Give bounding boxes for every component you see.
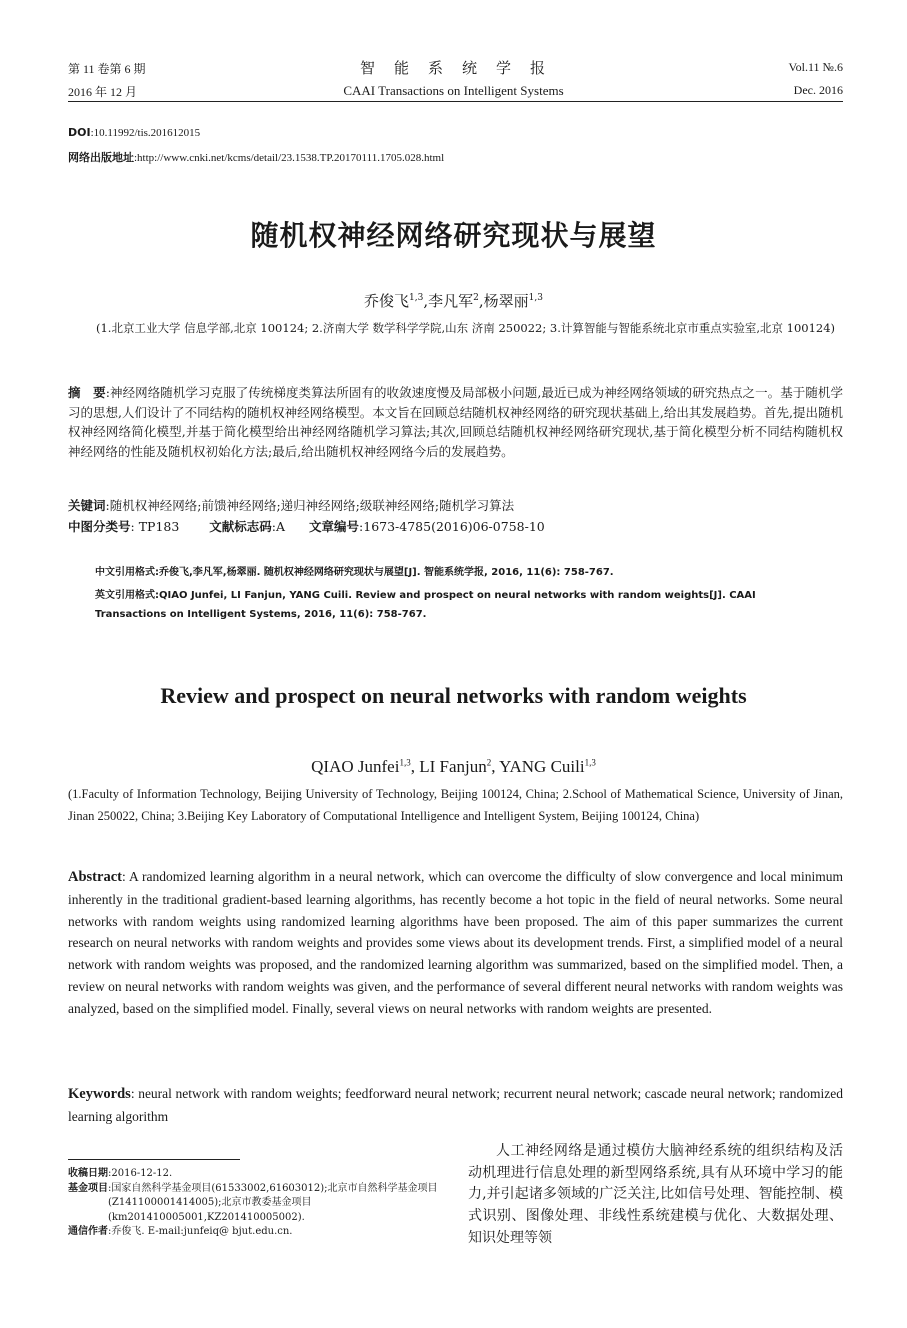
affiliation-zh: (1.北京工业大学 信息学部,北京 100124; 2.济南大学 数学科学学院,山东 济南 250022; 3.计算智能与智能系统北京市重点实验室,北京 100124) bbox=[96, 321, 836, 335]
author-affil-mark: 1,3 bbox=[399, 757, 411, 768]
footnote-rule bbox=[68, 1159, 240, 1160]
affiliation-en: (1.Faculty of Information Technology, Beijing University of Technology, Beijing 100124, China; 2.School of Mathematical Science, University of Jinan, Jinan 250022, China; 3.Beijing Key Laboratory of Computational Intelligence and Intelligent System, Beijing 100124, China) bbox=[68, 787, 843, 823]
header-rule bbox=[68, 101, 843, 102]
citation-zh-label: 中文引用格式 bbox=[95, 567, 155, 578]
citation-en-label: 英文引用格式 bbox=[95, 590, 155, 601]
paper-title-zh: 随机权神经网络研究现状与展望 bbox=[250, 219, 657, 252]
doc-code-label: 文献标志码 bbox=[209, 519, 272, 534]
keywords-en-text: : neural network with random weights; feedforward neural network; recurrent neural network; cascade neural network; randomized learning algorithm bbox=[68, 1086, 843, 1124]
citation-zh-text: :乔俊飞,李凡军,杨翠丽. 随机权神经网络研究现状与展望[J]. 智能系统学报, 2016, 11(6): 758-767. bbox=[155, 567, 614, 578]
authors-en bbox=[0, 757, 907, 777]
abstract-en-label: Abstract bbox=[68, 869, 122, 885]
author-affil-mark: 2 bbox=[473, 293, 479, 303]
author-separator: , bbox=[491, 757, 500, 776]
article-number-value: :1673-4785(2016)06-0758-10 bbox=[359, 519, 545, 534]
citation-en bbox=[95, 586, 815, 624]
volume-issue-en: Vol.11 №.6 bbox=[788, 60, 843, 74]
abstract-en bbox=[68, 866, 843, 1020]
citation-en-text: :QIAO Junfei, LI Fanjun, YANG Cuili. Review and prospect on neural networks with random weights[J]. CAAI Transactions on Intelligent Systems, 2016, 11(6): 758-767. bbox=[95, 590, 756, 620]
abstract-zh-text: :神经网络随机学习克服了传统梯度类算法所固有的收敛速度慢及局部极小问题,最近已成为神经网络领域的研究热点之一。基于随机学习的思想,人们设计了不同结构的随机权神经网络模型。本文旨在回顾总结随机权神经网络的研究现状基础上,给出其发展趋势。首先,提出随机权神经网络简化模型,并基于简化模型给出神经网络随机学习算法;其次,回顾总结随机权神经网络研究现状,基于简化模型分析不同结构随机权神经网络的性能及随机权初始化方法;最后,给出随机权神经网络今后的发展趋势。 bbox=[68, 385, 843, 459]
author-name: 李凡军 bbox=[428, 292, 474, 310]
received-label: 收稿日期 bbox=[68, 1168, 108, 1179]
journal-name-zh: 智 能 系 统 学 报 bbox=[359, 59, 547, 77]
article-number-label: 文章编号 bbox=[309, 519, 360, 534]
doi-label: DOI bbox=[68, 126, 91, 139]
citation-zh bbox=[95, 563, 815, 582]
keywords-en-label: Keywords bbox=[68, 1086, 131, 1102]
footnotes bbox=[68, 1167, 456, 1240]
keywords-zh-text: :随机权神经网络;前馈神经网络;递归神经网络;级联神经网络;随机学习算法 bbox=[105, 498, 515, 513]
doc-code-value: :A bbox=[271, 519, 286, 534]
corresponding-label: 通信作者 bbox=[68, 1226, 108, 1237]
clc-label: 中图分类号 bbox=[68, 519, 131, 534]
author-separator: , bbox=[410, 757, 420, 776]
author-name: QIAO Junfei bbox=[311, 757, 400, 776]
author-name: 乔俊飞 bbox=[364, 292, 410, 310]
keywords-en bbox=[68, 1083, 843, 1128]
abstract-zh bbox=[68, 383, 843, 461]
funding-label: 基金项目 bbox=[68, 1182, 108, 1194]
abstract-en-text: : A randomized learning algorithm in a neural network, which can overcome the difficulty of slow convergence and local minimum inherently in the traditional gradient-based learning algorithms, has recently become a hot topic in the field of neural networks. Some neural networks with random weights using randomized learning algorithms have been proposed. The aim of this paper summarizes the current research on neural networks with random weights and provides some views about its development trends. First, a simplified model of a neural network with random weights was proposed, and the randomized learning algorithm was summarized, based on the simplified model. Then, a review on neural networks with random weights was given, and the performance of several different neural networks with random weights was analyzed, based on the simplified model. Finally, several views on neural networks with random weights are presented. bbox=[68, 869, 843, 1016]
online-address-line bbox=[68, 149, 444, 165]
journal-name-en: CAAI Transactions on Intelligent Systems bbox=[343, 83, 564, 98]
footnote-funding bbox=[68, 1182, 456, 1226]
clc-value: : TP183 bbox=[130, 519, 180, 534]
corresponding-value[interactable]: :乔俊飞. E-mail:junfeiq@ bjut.edu.cn. bbox=[108, 1226, 293, 1237]
author-affil-mark: 1,3 bbox=[584, 757, 596, 768]
date-en: Dec. 2016 bbox=[793, 83, 843, 97]
author-affil-mark: 1,3 bbox=[528, 293, 543, 303]
author-separator: , bbox=[478, 292, 484, 310]
doi-line bbox=[68, 126, 200, 139]
volume-issue-zh: 第 11 卷第 6 期 bbox=[68, 62, 146, 76]
author-name: YANG Cuili bbox=[499, 757, 585, 776]
body-paragraph: 人工神经网络是通过模仿大脑神经系统的组织结构及活动机理进行信息处理的新型网络系统,具有从环境中学习的能力,并引起诸多领域的广泛关注,比如信号处理、智能控制、模式识别、图像处理、非线性系统建模与优化、大数据处理、知识处理等领 bbox=[468, 1143, 843, 1246]
online-address-value[interactable]: :http://www.cnki.net/kcms/detail/23.1538.TP.20170111.1705.028.html bbox=[134, 152, 445, 164]
footnote-corresponding bbox=[68, 1225, 456, 1240]
keywords-zh-label: 关键词 bbox=[68, 498, 106, 513]
online-address-label: 网络出版地址 bbox=[68, 151, 134, 164]
date-zh: 2016 年 12 月 bbox=[68, 85, 138, 99]
doi-value[interactable]: :10.11992/tis.201612015 bbox=[90, 127, 201, 139]
author-affil-mark: 2 bbox=[486, 757, 492, 768]
keywords-zh bbox=[68, 496, 514, 514]
classification-zh bbox=[68, 517, 545, 535]
author-affil-mark: 1,3 bbox=[409, 293, 424, 303]
author-name: LI Fanjun bbox=[419, 757, 487, 776]
author-name: 杨翠丽 bbox=[483, 292, 529, 310]
authors-zh bbox=[0, 290, 907, 311]
received-value: :2016-12-12. bbox=[108, 1168, 173, 1179]
footnote-received bbox=[68, 1167, 456, 1182]
author-separator: , bbox=[423, 292, 429, 310]
paper-title-en: Review and prospect on neural networks with random weights bbox=[160, 683, 747, 708]
abstract-zh-label: 摘 要 bbox=[68, 385, 106, 400]
funding-value: :国家自然科学基金项目(61533002,61603012);北京市自然科学基金项目(Z141100001414005);北京市教委基金项目(km201410005001,KZ201410005002). bbox=[108, 1182, 438, 1223]
